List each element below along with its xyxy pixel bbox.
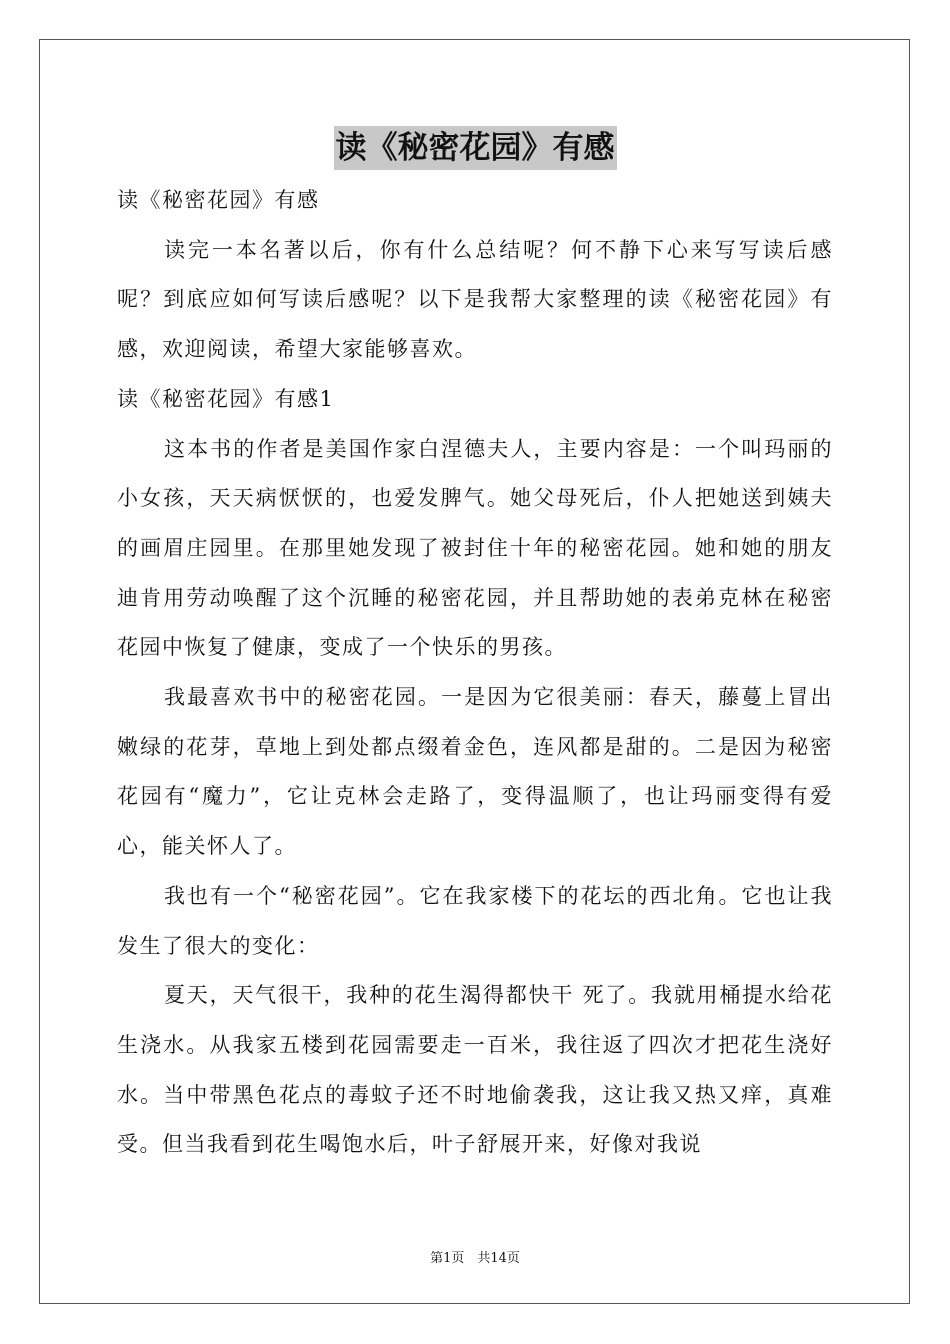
title-container [0,126,950,170]
subtitle: 读《秘密花园》有感 [117,188,320,212]
document-title: 读《秘密花园》有感 [334,126,617,170]
body-paragraph: 夏天，天气很干，我种的花生渴得都快干 死了。我就用桶提水给花生浇水。从我家五楼到花园需要走一百米，我往返了四次才把花生浇好水。当中带黑色花点的毒蚊子还不时地偷袭我，这让我又热又痒，真难受。但当我看到花生喝饱水后，叶子舒展开来，好像对我说 [117,983,833,1157]
body-paragraph: 这本书的作者是美国作家白涅德夫人，主要内容是：一个叫玛丽的小女孩，天天病恹恹的，也爱发脾气。她父母死后，仆人把她送到姨夫的画眉庄园里。在那里她发现了被封住十年的秘密花园。她和她的朋友迪肯用劳动唤醒了这个沉睡的秘密花园，并且帮助她的表弟克林在秘密花园中恢复了健康，变成了一个快乐的男孩。 [117,436,833,660]
body-paragraph: 我也有一个“秘密花园”。它在我家楼下的花坛的西北角。它也让我发生了很大的变化： [117,883,833,958]
document-body [117,176,833,1170]
body-paragraph: 我最喜欢书中的秘密花园。一是因为它很美丽：春天，藤蔓上冒出嫩绿的花芽，草地上到处都点缀着金色，连风都是甜的。二是因为秘密花园有“魔力”，它让克林会走路了，变得温顺了，也让玛丽变得有爱心，能关怀人了。 [117,685,833,859]
section-heading: 读《秘密花园》有感1 [117,386,335,411]
page-footer: 第1页 共14页 [430,1251,520,1266]
intro-paragraph: 读完一本名著以后，你有什么总结呢？何不静下心来写写读后感呢？到底应如何写读后感呢？以下是我帮大家整理的读《秘密花园》有感，欢迎阅读，希望大家能够喜欢。 [117,237,833,362]
